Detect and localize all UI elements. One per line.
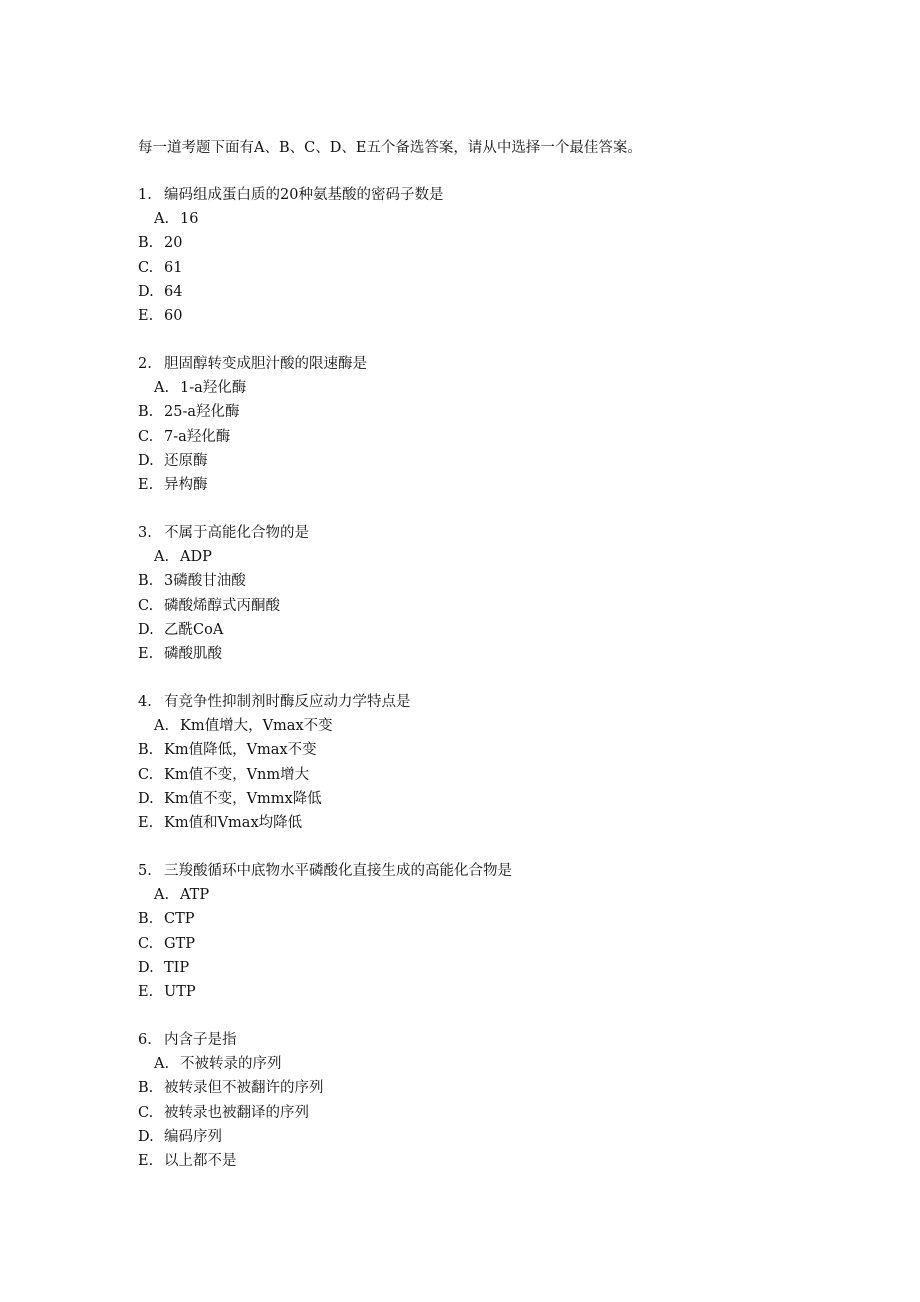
option-letter: E. bbox=[138, 814, 154, 831]
option-text: 16 bbox=[180, 211, 199, 228]
option-b bbox=[138, 400, 838, 424]
option-a bbox=[138, 545, 838, 569]
option-text: 异构酶 bbox=[164, 476, 208, 493]
option-text: 不被转录的序列 bbox=[180, 1056, 282, 1073]
question-stem bbox=[138, 352, 838, 376]
option-text: 以上都不是 bbox=[164, 1152, 237, 1169]
question-number: 5. bbox=[138, 863, 152, 879]
option-letter: B. bbox=[138, 404, 154, 421]
option-text: TIP bbox=[164, 959, 190, 976]
option-text: 7-a羟化酶 bbox=[164, 428, 231, 445]
option-letter: C. bbox=[138, 597, 154, 614]
option-d bbox=[138, 787, 838, 811]
option-b bbox=[138, 1076, 838, 1100]
option-letter: B. bbox=[138, 742, 154, 759]
option-text: Km值降低，Vmax不变 bbox=[164, 742, 317, 759]
question-number: 4. bbox=[138, 694, 152, 710]
question-stem-text: 编码组成蛋白质的20种氨基酸的密码子数是 bbox=[164, 187, 444, 203]
question-stem-text: 三羧酸循环中底物水平磷酸化直接生成的高能化合物是 bbox=[164, 863, 512, 879]
question-stem bbox=[138, 521, 838, 545]
option-text: 乙酰CoA bbox=[164, 621, 224, 638]
option-e bbox=[138, 304, 838, 328]
option-letter: E. bbox=[138, 476, 154, 493]
option-b bbox=[138, 738, 838, 762]
option-letter: B. bbox=[138, 911, 154, 928]
instruction-text: 每一道考题下面有A、B、C、D、E五个备选答案，请从中选择一个最佳答案。 bbox=[138, 140, 642, 156]
option-c bbox=[138, 932, 838, 956]
option-d bbox=[138, 1125, 838, 1149]
option-letter: D. bbox=[138, 283, 154, 300]
question-4 bbox=[138, 690, 838, 835]
option-text: UTP bbox=[164, 983, 196, 1000]
question-stem bbox=[138, 859, 838, 883]
option-letter: A. bbox=[154, 718, 170, 735]
option-d bbox=[138, 280, 838, 304]
option-text: 磷酸肌酸 bbox=[164, 645, 222, 662]
question-6 bbox=[138, 1028, 838, 1173]
option-letter: E. bbox=[138, 1152, 154, 1169]
option-letter: C. bbox=[138, 766, 154, 783]
option-text: 64 bbox=[164, 283, 183, 300]
question-stem bbox=[138, 183, 838, 207]
option-c bbox=[138, 1101, 838, 1125]
question-number: 3. bbox=[138, 525, 152, 541]
option-letter: D. bbox=[138, 959, 154, 976]
option-letter: E. bbox=[138, 983, 154, 1000]
option-text: CTP bbox=[164, 911, 195, 928]
option-letter: B. bbox=[138, 1080, 154, 1097]
option-b bbox=[138, 569, 838, 593]
option-e bbox=[138, 811, 838, 835]
option-text: 20 bbox=[164, 235, 183, 252]
option-letter: A. bbox=[154, 549, 170, 566]
question-number: 6. bbox=[138, 1032, 152, 1048]
option-c bbox=[138, 594, 838, 618]
option-text: Km值不变，Vmmx降低 bbox=[164, 790, 322, 807]
option-letter: D. bbox=[138, 621, 154, 638]
question-stem bbox=[138, 1028, 838, 1052]
option-letter: A. bbox=[154, 887, 170, 904]
option-text: Km值增大，Vmax不变 bbox=[180, 718, 333, 735]
option-d bbox=[138, 956, 838, 980]
question-stem bbox=[138, 690, 838, 714]
option-c bbox=[138, 425, 838, 449]
option-text: ATP bbox=[180, 887, 210, 904]
option-e bbox=[138, 1149, 838, 1173]
question-stem-text: 有竞争性抑制剂时酶反应动力学特点是 bbox=[164, 694, 411, 710]
option-b bbox=[138, 231, 838, 255]
option-letter: D. bbox=[138, 452, 154, 469]
option-a bbox=[138, 1052, 838, 1076]
option-d bbox=[138, 449, 838, 473]
option-letter: D. bbox=[138, 1128, 154, 1145]
option-letter: B. bbox=[138, 235, 154, 252]
option-letter: A. bbox=[154, 211, 170, 228]
option-text: 61 bbox=[164, 259, 183, 276]
option-d bbox=[138, 618, 838, 642]
question-number: 2. bbox=[138, 356, 152, 372]
option-c bbox=[138, 763, 838, 787]
option-letter: C. bbox=[138, 1104, 154, 1121]
option-text: 1-a羟化酶 bbox=[180, 380, 247, 397]
option-e bbox=[138, 473, 838, 497]
question-stem-text: 内含子是指 bbox=[164, 1032, 237, 1048]
option-text: Km值和Vmax均降低 bbox=[164, 814, 303, 831]
question-3 bbox=[138, 521, 838, 666]
option-a bbox=[138, 207, 838, 231]
option-letter: C. bbox=[138, 935, 154, 952]
option-text: 3磷酸甘油酸 bbox=[164, 573, 246, 590]
option-letter: E. bbox=[138, 307, 154, 324]
option-letter: A. bbox=[154, 1056, 170, 1073]
question-2 bbox=[138, 352, 838, 497]
option-a bbox=[138, 376, 838, 400]
question-stem-text: 胆固醇转变成胆汁酸的限速酶是 bbox=[164, 356, 367, 372]
question-1 bbox=[138, 183, 838, 328]
option-letter: C. bbox=[138, 428, 154, 445]
option-c bbox=[138, 256, 838, 280]
option-text: 被转录但不被翻许的序列 bbox=[164, 1080, 324, 1097]
option-text: GTP bbox=[164, 935, 196, 952]
option-letter: C. bbox=[138, 259, 154, 276]
option-a bbox=[138, 714, 838, 738]
question-number: 1. bbox=[138, 187, 152, 203]
option-b bbox=[138, 907, 838, 931]
option-text: 25-a羟化酶 bbox=[164, 404, 240, 421]
option-text: 还原酶 bbox=[164, 452, 208, 469]
option-e bbox=[138, 980, 838, 1004]
question-stem-text: 不属于高能化合物的是 bbox=[164, 525, 309, 541]
option-text: 被转录也被翻译的序列 bbox=[164, 1104, 309, 1121]
option-letter: A. bbox=[154, 380, 170, 397]
option-letter: B. bbox=[138, 573, 154, 590]
option-text: 磷酸烯醇式丙酮酸 bbox=[164, 597, 280, 614]
option-a bbox=[138, 883, 838, 907]
option-text: Km值不变，Vnm增大 bbox=[164, 766, 310, 783]
option-text: 编码序列 bbox=[164, 1128, 222, 1145]
option-text: ADP bbox=[180, 549, 212, 566]
option-text: 60 bbox=[164, 307, 183, 324]
option-letter: E. bbox=[138, 645, 154, 662]
option-e bbox=[138, 642, 838, 666]
question-5 bbox=[138, 859, 838, 1004]
option-letter: D. bbox=[138, 790, 154, 807]
